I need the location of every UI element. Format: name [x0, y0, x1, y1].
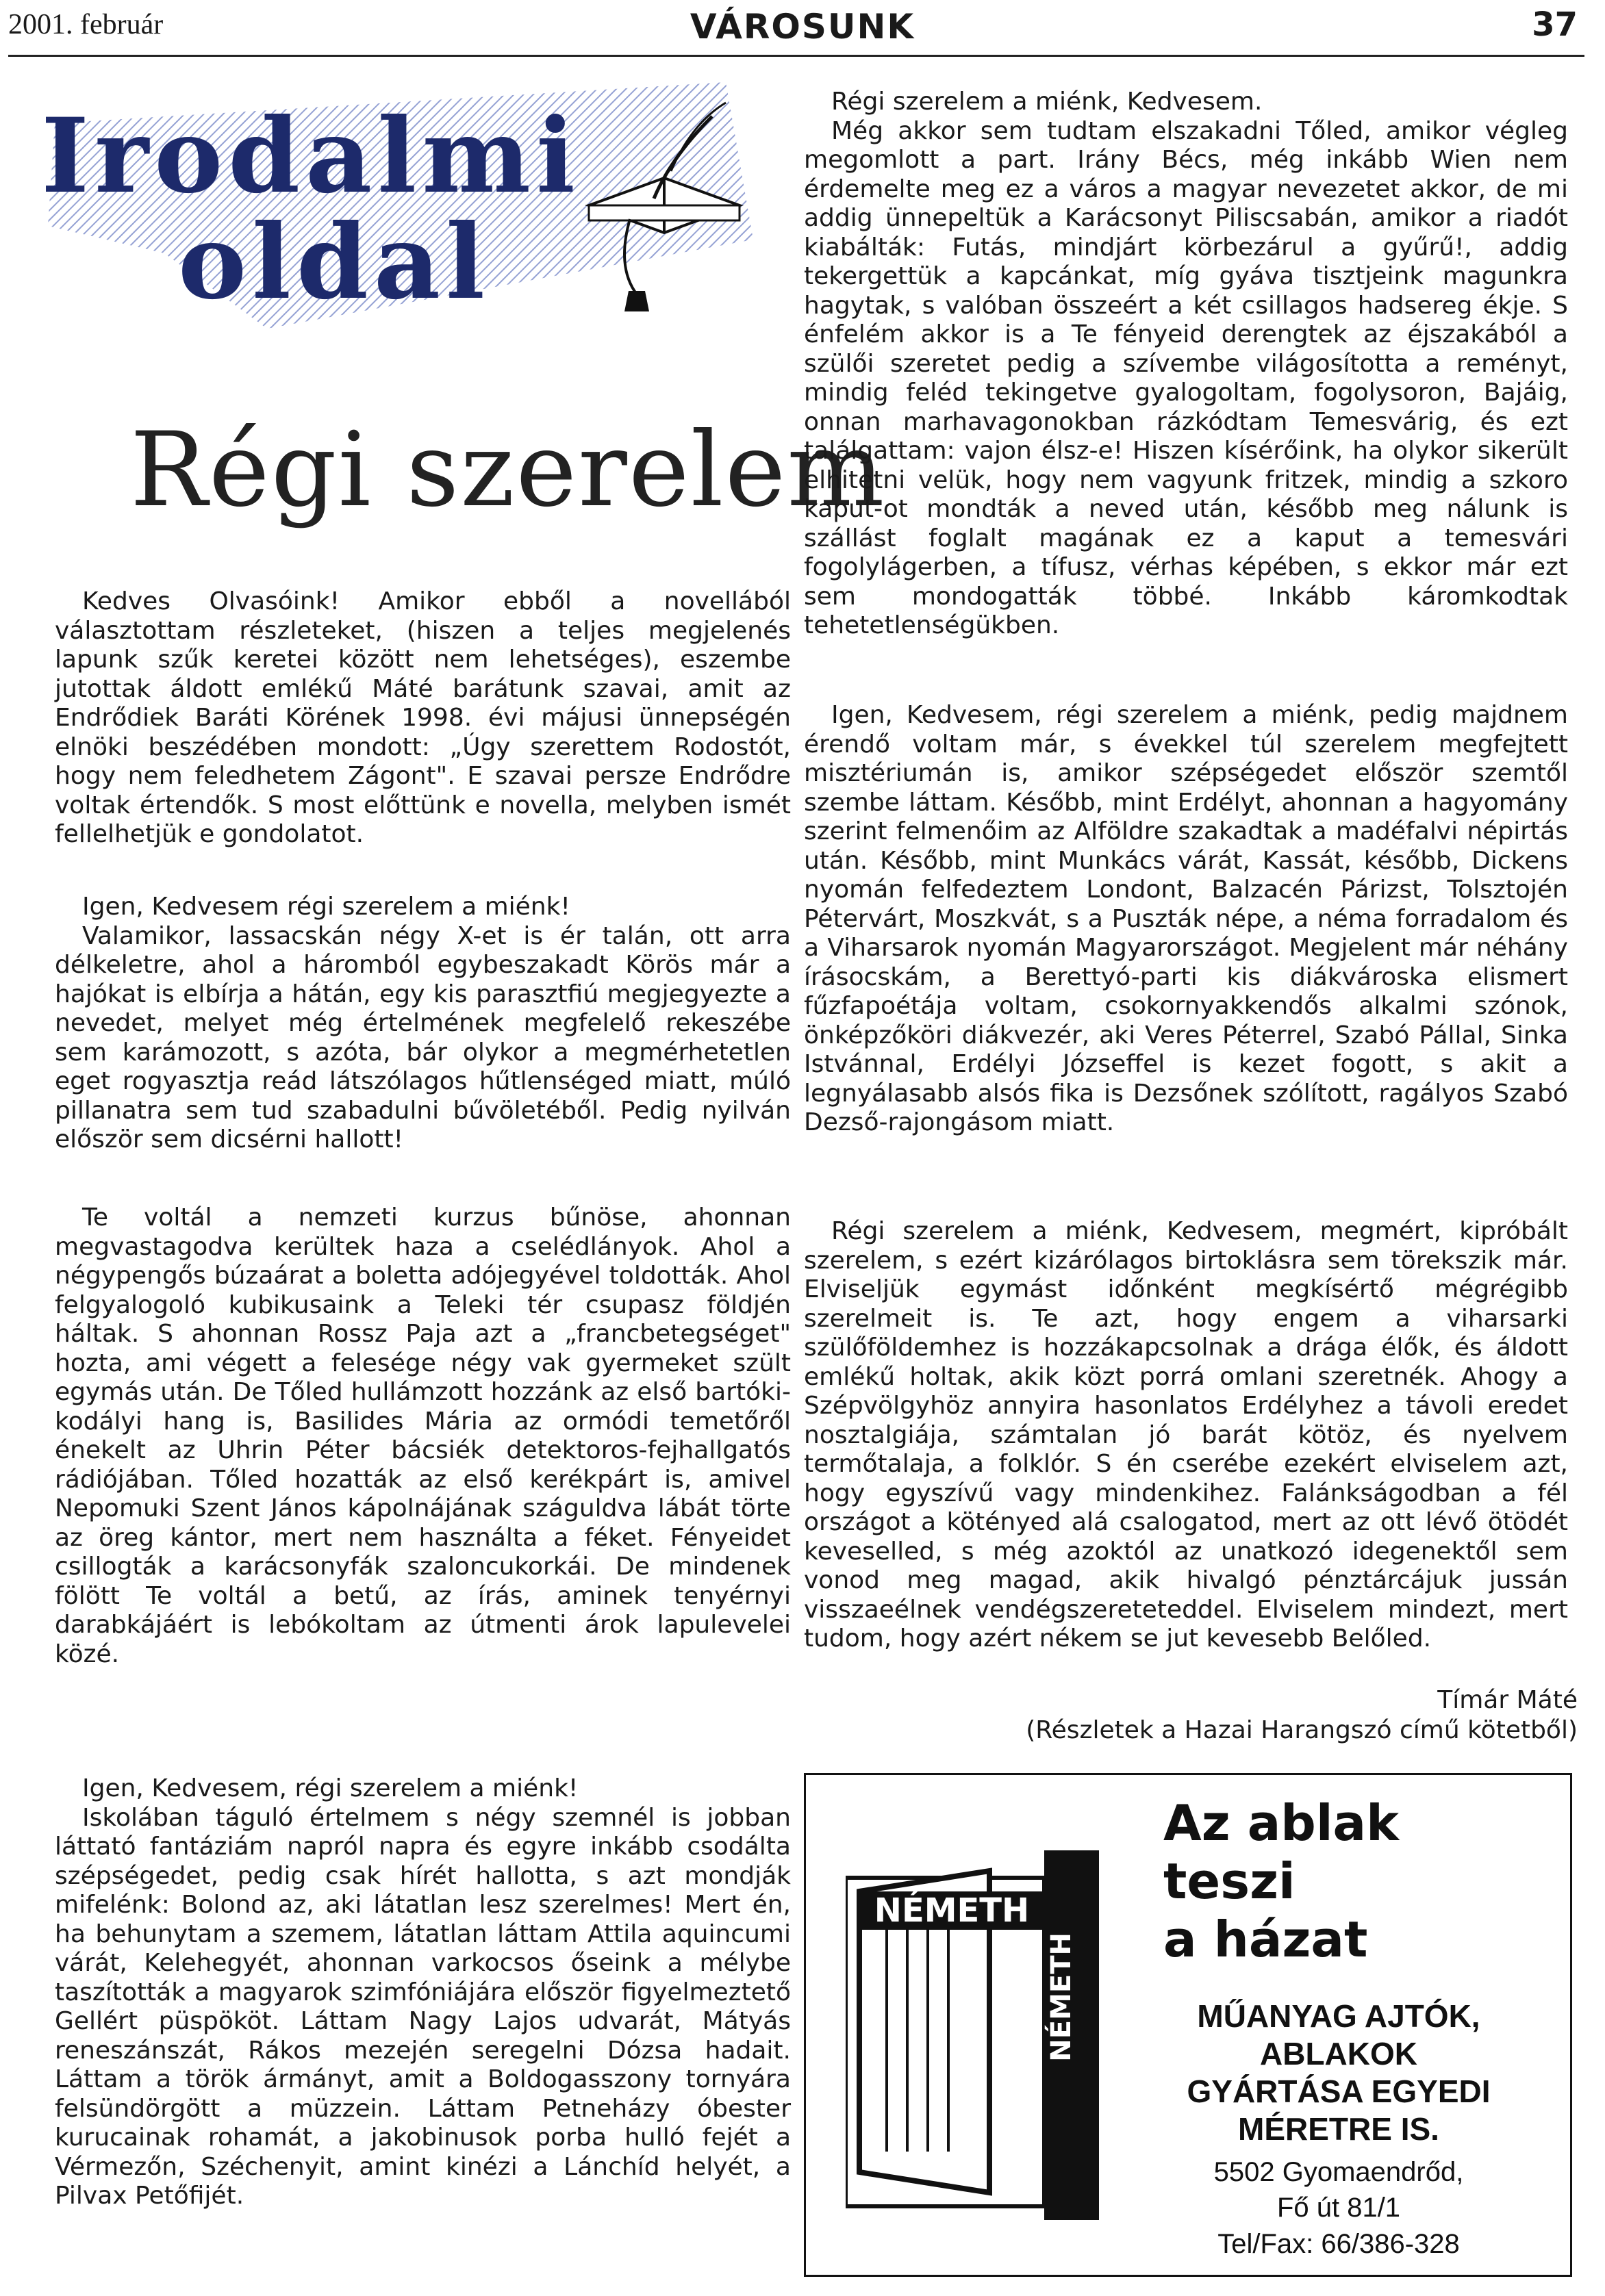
paragraph-3-first-line: Igen, Kedvesem, régi szerelem a miénk! — [82, 1774, 579, 1802]
author-name: Tímár Máté — [1437, 1686, 1578, 1714]
ad-address-2: Fő út 81/1 — [1276, 2193, 1401, 2223]
paragraph-1-first-line: Igen, Kedvesem régi szerelem a miénk! — [82, 893, 570, 921]
paragraph-5 — [804, 701, 1568, 1138]
ad-address-1: 5502 Gyomaendrőd, — [1213, 2157, 1464, 2187]
ad-headline-1: Az ablak — [1163, 1794, 1399, 1852]
ad-product-line-3: GYÁRTÁSA EGYEDI — [1187, 2074, 1491, 2109]
intro-text: Kedves Olvasóink! Amikor ebből a novellából választottam részleteket, (hiszen a teljes megjelenés lapunk szűk keretei között nem lehetséges), eszembe jutottak áldott emlékű Máté barátunk szavai, amit az Endrődiek Baráti Körének 1998. évi májusi ünnepségén elnöki beszédében mondott: „Úgy szerettem Rodostót, hogy nem feledhetem Zágont". E szavai persze Endrődre voltak értendők. S most előttünk e novella, melyben ismét fellelhetjük e gondolatot. — [55, 587, 791, 848]
logo-brand-text: NÉMETH — [859, 1891, 1044, 1930]
article-title: Régi szerelem — [130, 411, 886, 530]
ad-phone: Tel/Fax: 66/386-328 — [1217, 2229, 1460, 2259]
publication-name: VÁROSUNK — [690, 7, 915, 47]
logo-word-irodalmi: Irodalmi — [41, 96, 581, 216]
signature-block — [1026, 1685, 1578, 1746]
header-rule — [8, 55, 1584, 57]
paragraph-5-text: Igen, Kedvesem, régi szerelem a miénk, pedig majdnem érendő voltam már, s évekkel túl szerelem megfejtett misztériumán is, amikor szépségedet először szemtől szembe láttam. Később, mint Erdélyt, ahonnan a hagyomány szerint felmenőim az Alföldre szakadtak a madéfalvi népirtás után. Később, mint Munkács várát, Kassát, később, Dickens nyomán felfedeztem Londont, Balzacén Párizst, Tolsztojén Pétervárt, Moszkvát, s a Puszták népe, a néma forradalom és a Viharsarok nyomán Magyarországot. Megjelent már néhány írásocskám, a Berettyó-parti kis diákvároska elismert fűzfapoétája voltam, csokornyakkendős alkalmi szónok, önképzőköri diákvezér, aki Veres Péterrel, Szabó Pállal, Sinka Istvánnal, Erdélyi Józseffel is kezet fogott, s akit a legnyálasabb alsós fika is Dezsőnek szólított, ragályos Szabó Dezső-rajongásom miatt. — [804, 701, 1568, 1136]
paragraph-4-first-line: Régi szerelem a miénk, Kedvesem. — [831, 88, 1263, 116]
nemeth-logo — [846, 1850, 1099, 2220]
paragraph-1-text: Valamikor, lassacskán négy X-et is ér talán, ott arra délkeletre, ahol a háromból egybeszakadt Körös már a hajókat is elbírja a hátán, egy kis parasztfiú megjegyezte a nevedet, melyet még értelmének megfelelő rekeszébe sem karámozott, s azóta, bár olykor a megmérhetetlen eget rogyasztja reád látszólagos hűtlenséged miatt, múló pillanatra sem tud szabadulni bűvöletéből. Pedig nyilván először sem dicsérni hallott! — [55, 921, 791, 1153]
advertisement-box — [804, 1773, 1572, 2277]
page-number: 37 — [1532, 5, 1578, 44]
intro-paragraph — [55, 587, 791, 850]
ad-headline-3: a házat — [1163, 1911, 1368, 1968]
paragraph-4-text: Még akkor sem tudtam elszakadni Tőled, amikor végleg megomlott a part. Irány Bécs, még inkább Wien nem érdemelte meg ez a város a magyar nevezetet akkor, de mi addig ünnepeltük a Karácsonyt Piliscsabán, amikor a riadót kiabálták: Futás, mindjárt körbezárul a gyűrű!, addig tekergettük a kapcánkat, míg gyáva tisztjeink magunkra hagytak, s valóban összeért a két csillagos hadsereg ékje. S énfelém akkor is a Te fényeid derengtek az éjszakából a szülői szeretet pedig a szívembe világosította a reményt, mindig feléd tekingetve gyalogoltam, fogolysoron, Bajáig, onnan marhavagonokban rázkódtam Temesvárig, és ezt találgattam: vajon élsz-e! Hiszen kísérőink, ha olykor sikerült elhitetni velük, hogy nem vagyunk fritzek, mindig a szkoro kaput-ot mondták a neved után, később meg nálunk is szállást foglalt magának ez a kaput a temesvári fogolylágerben, a tífusz, vérhas képében, s ekkor már ezt sem mondogatták többé. Inkább káromkodtak tehetetlenségükben. — [804, 116, 1568, 639]
section-logo — [41, 82, 760, 329]
paragraph-6 — [804, 1217, 1568, 1654]
source-note: (Részletek a Hazai Harangszó című kötetből) — [1026, 1716, 1578, 1744]
logo-word-oldal: oldal — [178, 202, 491, 322]
logo-side-text: NÉMETH — [1046, 1933, 1077, 2062]
paragraph-3-text: Iskolában táguló értelmem s négy szemnél is jobban láttató fantáziám napról napra és egyre inkább csodálta szépségedet, pedig csak hírét hallotta, s azt mondják mifelénk: Bolond az, aki látatlan lesz szerelmes! Mert én, ha behunytam a szemem, látatlan láttam Attila aquincumi várát, Kelehegyét, ahonnan varkocsos őseink a mélybe taszították a magyarok szimfóniájára először figyelmeztető Gellért püspököt. Láttam Nagy Lajos udvarát, Mátyás reneszánszát, Rákos mezején seregelni Dózsa hadait. Láttam a török ármányt, amit a Boldogasszony tornyára felsündörgött a müzzein. Láttam Petneházy óbester kurucainak rohamát, a jakobinusok porba hulló fejét a Vérmezőn, Széchenyit, amint kinézi a Lánchíd helyét, a Pilvax Petőfijét. — [55, 1803, 791, 2210]
issue-date: 2001. február — [8, 9, 164, 40]
page-header — [0, 0, 1605, 62]
paragraph-2-text: Te voltál a nemzeti kurzus bűnöse, ahonnan megvastagodva kerültek haza a cselédlányok. Ahol a négypengős búzaárat a boletta adójegyével toldották. Ahol felgyalogoló kubikusaink a Teleki tér csupasz földjén háltak. S ahonnan Rossz Paja azt a „francbetegséget" hozta, ami végett a felesége négy vak gyermeket szült egymás után. De Tőled hullámzott hozzánk az első bartóki-kodályi hang is, Basilides Mária az ormódi temetőről énekelt az Uhrin Péter bácsiék detektoros-fejhallgatós rádiójában. Tőled hozatták az első kerékpárt is, amivel Nepomuki Szent János kápolnájának száguldva lábát törte az öreg kántor, mert nem használta a féket. Fényeidet csillogták a karácsonyfák szaloncukorkái. De mindenek fölött Te voltál a betű, az írás, aminek tenyérnyi darabkájáért is lebókoltam az útmenti árok lapulevelei közé. — [55, 1203, 791, 1668]
ad-headline-2: teszi — [1163, 1852, 1296, 1910]
ad-product-line-1: MŰANYAG AJTÓK, — [1197, 1998, 1480, 2034]
ad-product-line-2: ABLAKOK — [1260, 2036, 1417, 2071]
paragraph-3 — [55, 1774, 791, 2211]
paragraph-2 — [55, 1203, 791, 1669]
ad-product-line-4: MÉRETRE IS. — [1238, 2111, 1439, 2147]
paragraph-4 — [804, 88, 1568, 641]
paragraph-6-text: Régi szerelem a miénk, Kedvesem, megmért, kipróbált szerelem, s ezért kizárólagos birtoklásra sem törekszik már. Elviseljük egymást időnként megkísértő mégrégibb szerelmeit is. Te azt, hogy engem a viharsarki szülőföldemhez is hozzákapcsolnak a drága élők, és áldott emlékű holtak, akik közt porrá omlani szeretnék. Ahogy a Szépvölgyhöz annyira hasonlatos Erdélyhez a távoli eredet nosztalgiája, számtalan jó barát kötöz, és nyelvem termőtalaja, a folklór. S én cserébe ezekért elviselem azt, hogy egyszívű vagy mindenkihez. Falánkságodban a fél országot a kötényed alá csalogatod, mert az ott lévő ötödét keveselled, s még azoktól az unatkozó idegenektől sem vonod meg magad, akik hivalgó pénztárcájuk jussán visszaeélnek vendégszereteteddel. Elviselem mindezt, mert tudom, hogy azért nékem se jut kevesebb Belőled. — [804, 1217, 1568, 1653]
paragraph-1 — [55, 893, 791, 1155]
